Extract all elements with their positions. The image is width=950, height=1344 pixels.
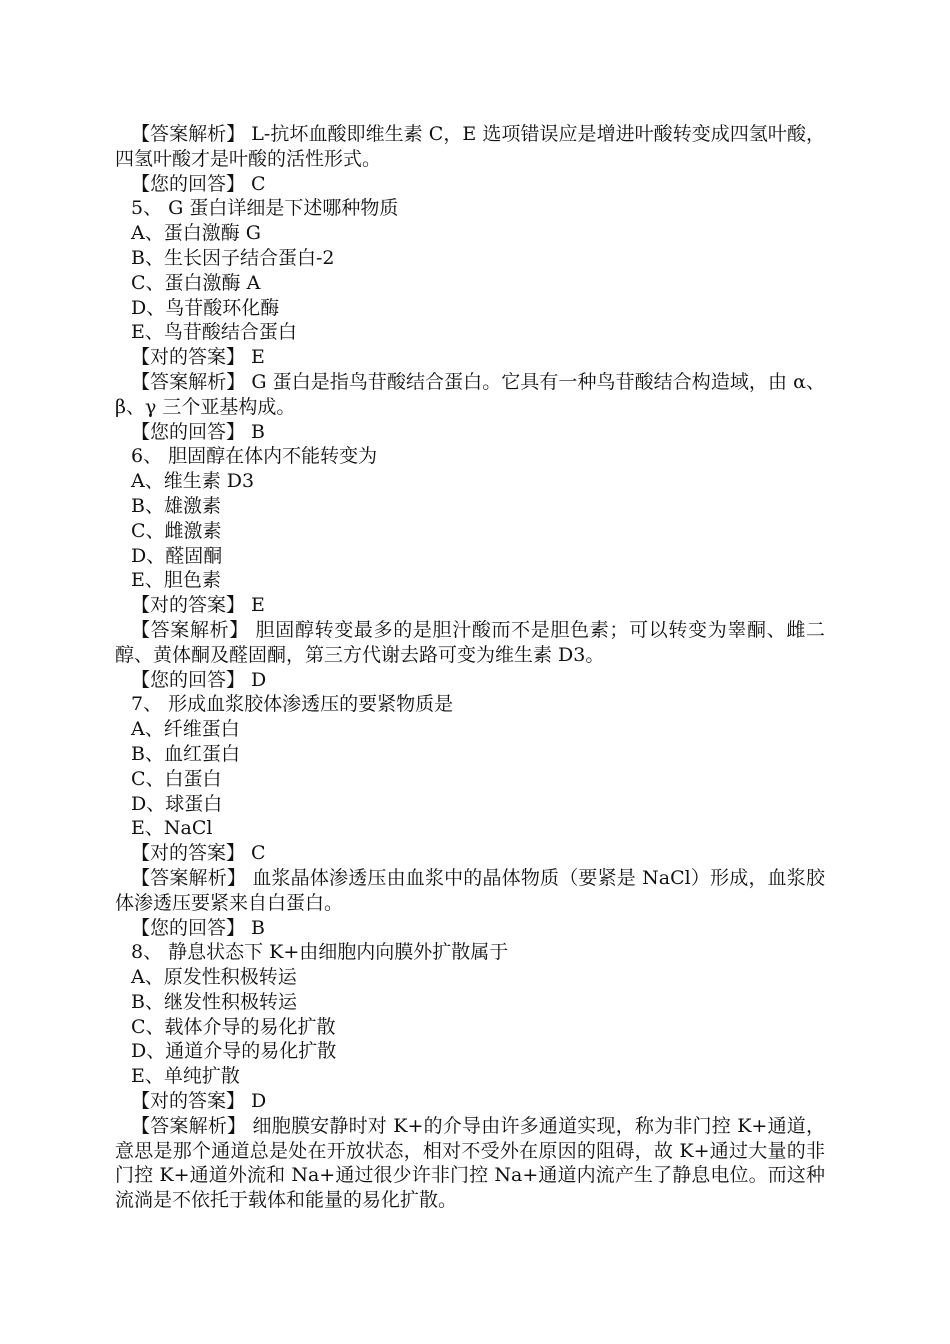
question-7-option-e: E、NaCl xyxy=(131,817,213,840)
question-6-option-b: B、雄激素 xyxy=(131,494,221,517)
your-answer-4: 【您的回答】 C xyxy=(131,172,266,195)
question-5-option-a: A、蛋白激酶 G xyxy=(131,222,261,245)
question-7: 7、 形成血浆胶体渗透压的要紧物质是 xyxy=(131,693,454,716)
question-7-option-c: C、白蛋白 xyxy=(131,767,222,790)
question-8-option-a: A、原发性积极转运 xyxy=(131,966,297,989)
question-7-option-d: D、球蛋白 xyxy=(131,792,223,815)
your-answer-7: 【您的回答】 B xyxy=(131,916,266,939)
question-6-option-e: E、胆色素 xyxy=(131,569,221,592)
question-8-option-c: C、载体介导的易化扩散 xyxy=(131,1015,336,1038)
answer-explanation-5: 【答案解析】 G 蛋白是指鸟苷酸结合蛋白。它具有一种鸟苷酸结合构造域，由 α、β、γ 三个亚基构成。 xyxy=(115,370,825,418)
correct-answer-6: 【对的答案】 E xyxy=(131,594,265,617)
question-8-option-e: E、单纯扩散 xyxy=(131,1065,240,1088)
your-answer-5: 【您的回答】 B xyxy=(131,420,266,443)
question-6-option-a: A、维生素 D3 xyxy=(131,470,255,493)
answer-explanation-6: 【答案解析】 胆固醇转变最多的是胆汁酸而不是胆色素；可以转变为睾酮、雌二醇、黄体酮及醛固酮，第三方代谢去路可变为维生素 D3。 xyxy=(115,618,825,666)
question-8-option-b: B、继发性积极转运 xyxy=(131,990,297,1013)
question-6-option-c: C、雌激素 xyxy=(131,519,222,542)
question-8: 8、 静息状态下 K+由细胞内向膜外扩散属于 xyxy=(131,941,509,964)
document-page xyxy=(115,122,825,1213)
question-5-option-e: E、鸟苷酸结合蛋白 xyxy=(131,321,297,344)
question-5-option-d: D、鸟苷酸环化酶 xyxy=(131,296,280,319)
question-5: 5、 G 蛋白详细是下述哪种物质 xyxy=(131,197,399,220)
answer-explanation-7: 【答案解析】 血浆晶体渗透压由血浆中的晶体物质（要紧是 NaCl）形成，血浆胶体渗透压要紧来自白蛋白。 xyxy=(115,866,825,914)
question-7-option-b: B、血红蛋白 xyxy=(131,742,240,765)
question-5-option-b: B、生长因子结合蛋白-2 xyxy=(131,246,335,269)
question-6-option-d: D、醛固酮 xyxy=(131,544,223,567)
correct-answer-8: 【对的答案】 D xyxy=(131,1090,267,1113)
answer-explanation-4: 【答案解析】 L-抗坏血酸即维生素 C，E 选项错误应是增进叶酸转变成四氢叶酸，四氢叶酸才是叶酸的活性形式。 xyxy=(115,123,825,170)
correct-answer-7: 【对的答案】 C xyxy=(131,842,266,865)
your-answer-6: 【您的回答】 D xyxy=(131,668,267,691)
question-7-option-a: A、纤维蛋白 xyxy=(131,718,240,741)
question-5-option-c: C、蛋白激酶 A xyxy=(131,271,261,294)
answer-explanation-8: 【答案解析】 细胞膜安静时对 K+的介导由许多通道实现，称为非门控 K+通道，意思是那个通道总是处在开放状态，相对不受外在原因的阻碍，故 K+通过大量的非门控 K+通道外流和 Na+通过很少许非门控 Na+通道内流产生了静息电位。而这种流淌是不依托于载体和能量的易化扩散。 xyxy=(115,1114,825,1212)
question-6: 6、 胆固醇在体内不能转变为 xyxy=(131,445,378,468)
correct-answer-5: 【对的答案】 E xyxy=(131,346,265,369)
question-8-option-d: D、通道介导的易化扩散 xyxy=(131,1040,337,1063)
